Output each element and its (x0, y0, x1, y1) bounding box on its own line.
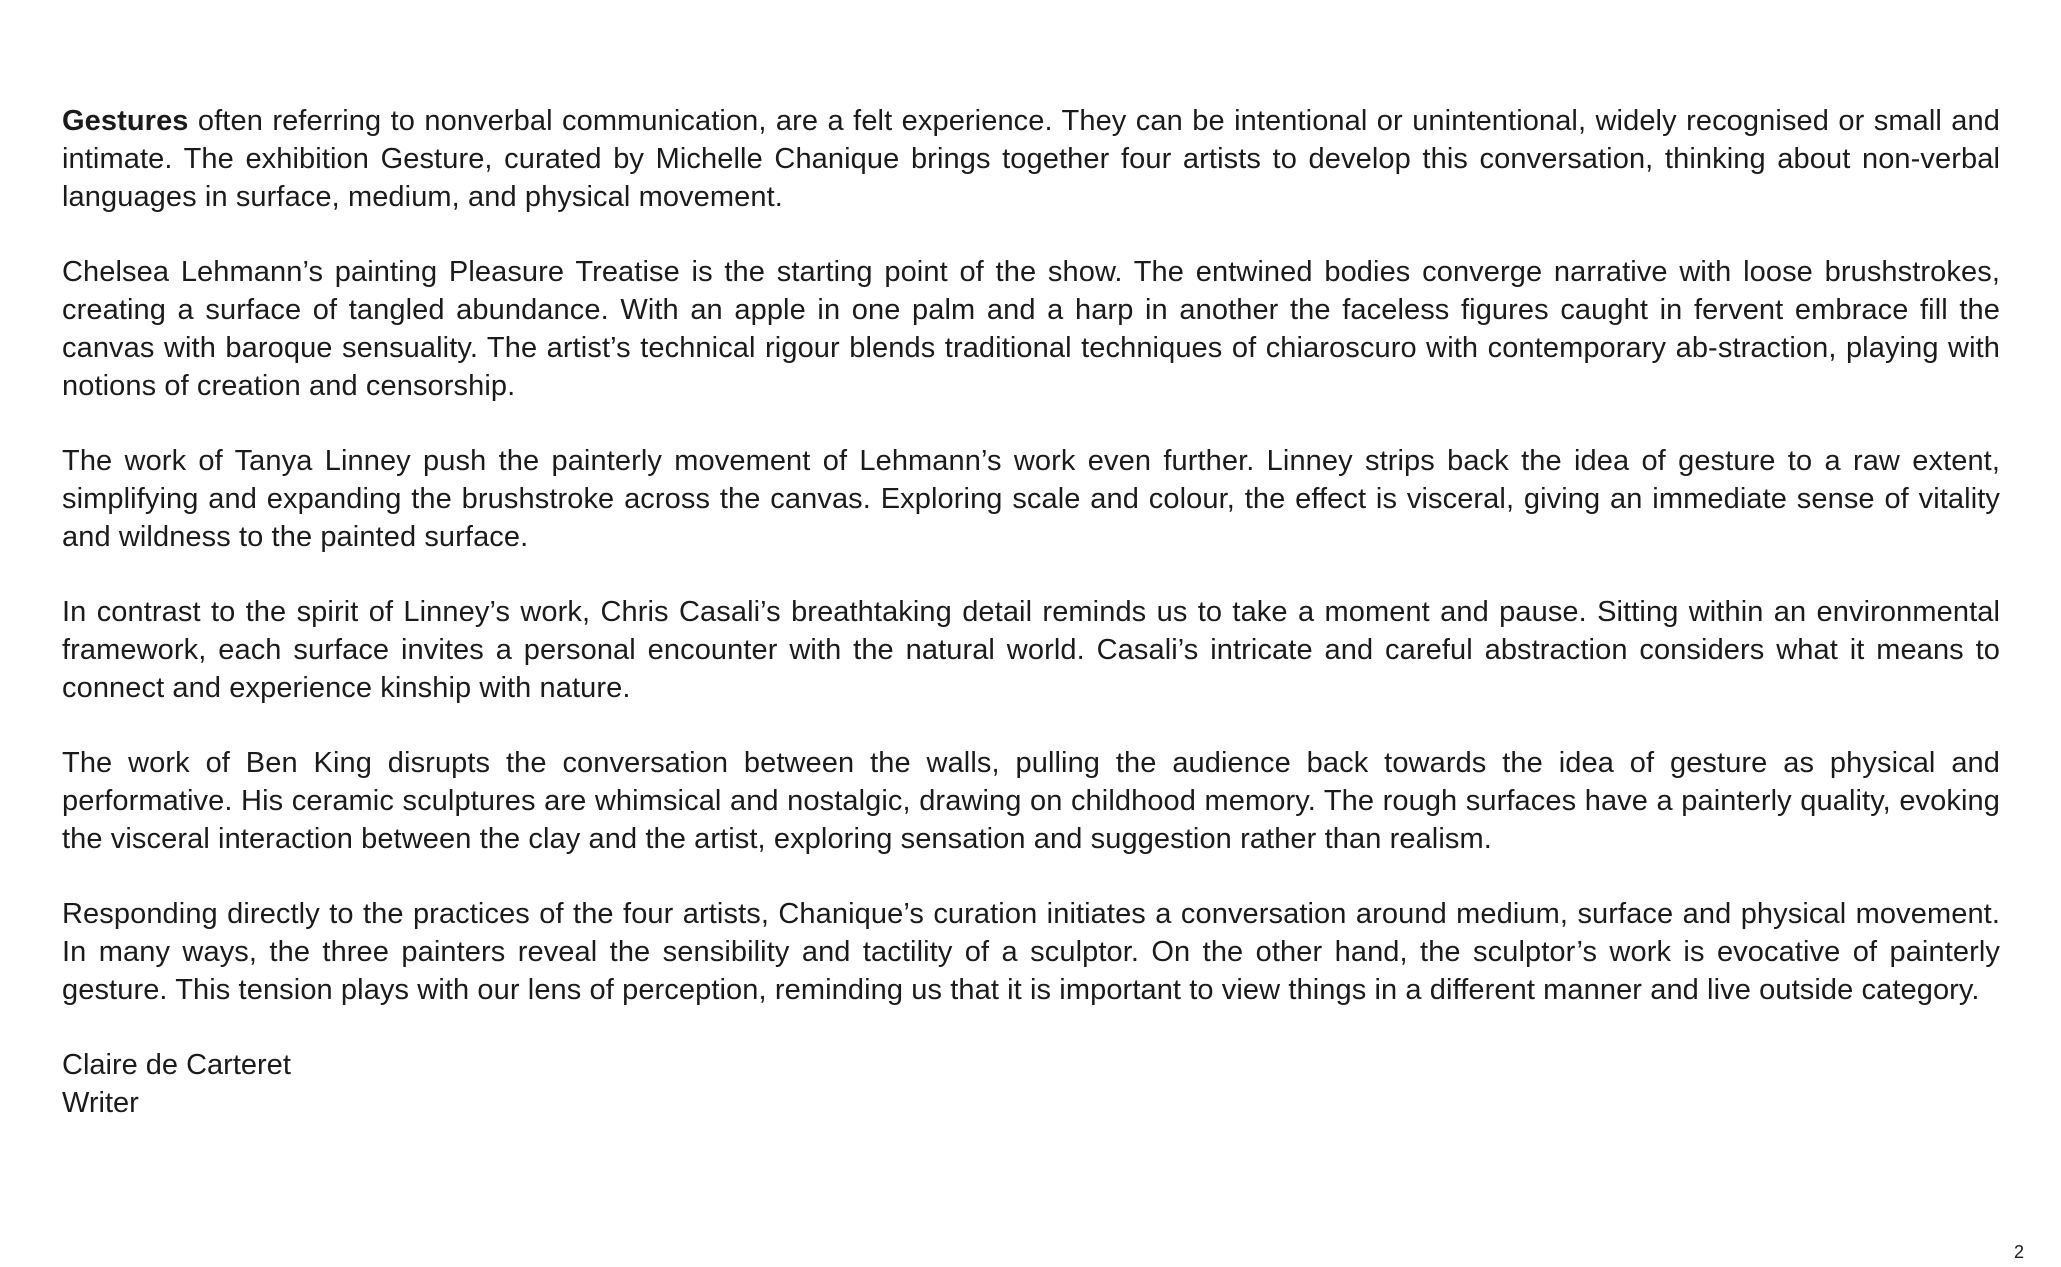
paragraph-king: The work of Ben King disrupts the conversation between the walls, pulling the audience back towards the idea of gesture as physical and performative. His ceramic sculptures are whimsical and nostalgic, drawing on childhood memory. The rough surfaces have a painterly quality, evoking the visceral interaction between the clay and the artist, exploring sensation and suggestion rather than realism. (62, 747, 2000, 855)
paragraph-conclusion: Responding directly to the practices of the four artists, Chanique’s curation initiates a conversation around medium, surface and physical movement. In many ways, the three painters reveal the sensibility and tactility of a sculptor. On the other hand, the sculptor’s work is evocative of painterly gesture. This tension plays with our lens of perception, reminding us that it is important to view things in a different manner and live outside category. (62, 898, 2000, 1006)
paragraph-intro-text: often referring to nonverbal communication, are a felt experience. They can be intentional or unintentional, widely recognised or small and intimate. The exhibition Gesture, curated by Michelle Chanique brings together four artists to develop this conversation, thinking about non-verbal languages in surface, medium, and physical movement. (62, 105, 2000, 213)
author-role: Writer (62, 1087, 139, 1119)
author-name: Claire de Carteret (62, 1049, 291, 1081)
signature-block (62, 1046, 2000, 1122)
paragraph-intro (62, 102, 2000, 216)
lead-word-gestures: Gestures (62, 105, 189, 137)
paragraph-lehmann: Chelsea Lehmann’s painting Pleasure Treatise is the starting point of the show. The entwined bodies converge narrative with loose brushstrokes, creating a surface of tangled abundance. With an apple in one palm and a harp in another the faceless figures caught in fervent embrace fill the canvas with baroque sensuality. The artist’s technical rigour blends traditional techniques of chiaroscuro with contemporary ab-straction, playing with notions of creation and censorship. (62, 256, 2000, 402)
paragraph-linney: The work of Tanya Linney push the painterly movement of Lehmann’s work even further. Linney strips back the idea of gesture to a raw extent, simplifying and expanding the brushstroke across the canvas. Exploring scale and colour, the effect is visceral, giving an immediate sense of vitality and wildness to the painted surface. (62, 445, 2000, 553)
page-number: 2 (2013, 1242, 2024, 1262)
paragraph-casali: In contrast to the spirit of Linney’s work, Chris Casali’s breathtaking detail reminds us to take a moment and pause. Sitting within an environmental framework, each surface invites a personal encounter with the natural world. Casali’s intricate and careful abstraction considers what it means to connect and experience kinship with nature. (62, 596, 2000, 704)
document-body (62, 102, 2000, 1122)
